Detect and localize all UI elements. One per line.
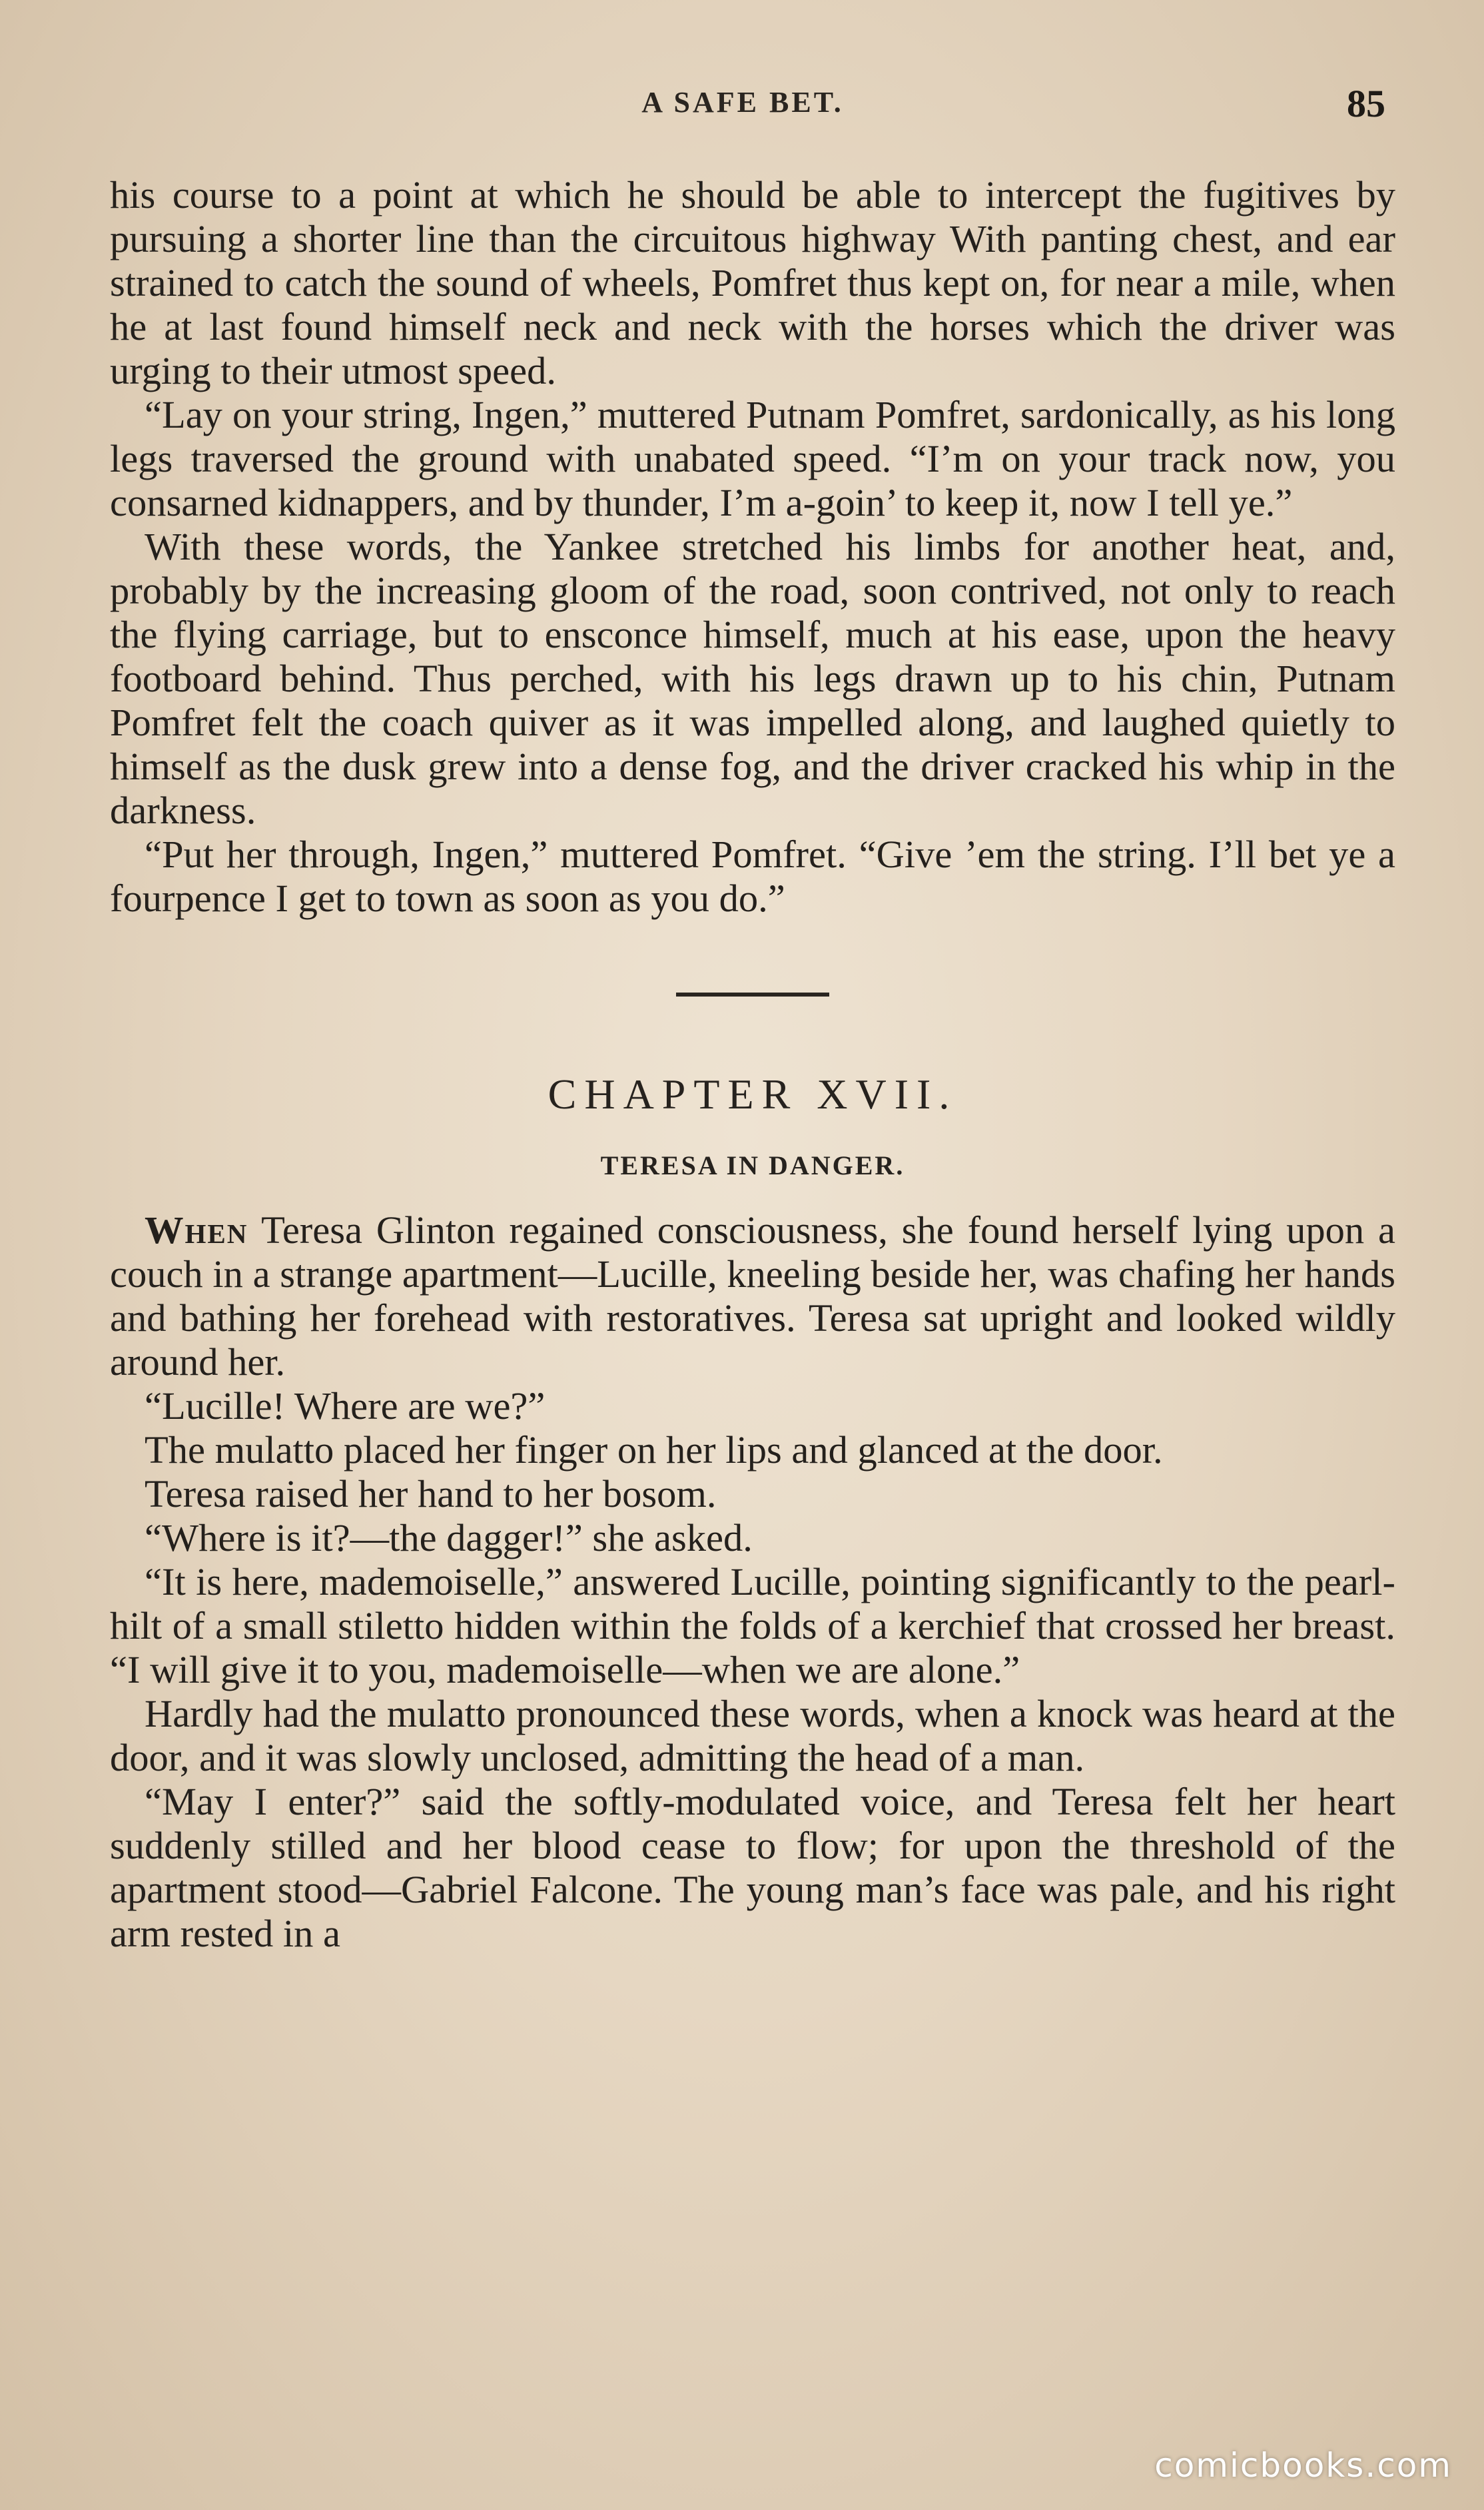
opening-paragraph — [110, 1208, 1395, 1384]
paragraph: With these words, the Yankee stretched his limbs for another heat, and, probably by the increasing gloom of the road, soon contrived, not only to reach the flying carriage, but to ensconce himself, much at his ease, upon the heavy footboard behind. Thus perched, with his legs drawn up to his chin, Putnam Pomfret felt the coach quiver as it was impelled along, and laughed quietly to himself as the dusk grew into a dense fog, and the driver cracked his whip in the darkness. — [110, 525, 1395, 832]
paragraph: “Lucille! Where are we?” — [145, 1384, 546, 1428]
page-header — [100, 82, 1385, 139]
paragraph: his course to a point at which he should be able to intercept the fugitives by pursuing a shorter line than the circuitous highway With panting chest, and ear strained to catch the sound of wheels, Pomfret thus kept on, for near a mile, when he at last found himself neck and neck with the horses which the driver was urging to their utmost speed. — [110, 173, 1395, 392]
opening-paragraph-text: Teresa Glinton regained consciousness, she found herself lying upon a couch in a strange apartment—Lucille, kneeling beside her, was chafing her hands and bathing her forehead with restoratives. Teresa sat upright and looked wildly around her. — [110, 1208, 1395, 1384]
watermark: comicbooks.com — [1154, 2446, 1452, 2485]
paragraph: Hardly had the mulatto pronounced these words, when a knock was heard at the door, and it was slowly unclosed, admitting the head of a man. — [110, 1692, 1395, 1779]
paragraph: Teresa raised her hand to her bosom. — [145, 1472, 717, 1515]
paragraph: “Put her through, Ingen,” muttered Pomfret. “Give ’em the string. I’ll bet ye a fourpence I get to town as soon as you do.” — [110, 833, 1395, 920]
opening-word: When — [145, 1208, 248, 1252]
body-text — [110, 173, 1395, 1956]
paragraph: “Lay on your string, Ingen,” muttered Putnam Pomfret, sardonically, as his long legs traversed the ground with unabated speed. “I’m on your track now, you consarned kidnappers, and by thunder, I’m a-goin’ to keep it, now I tell ye.” — [110, 393, 1395, 524]
page-number: 85 — [1347, 82, 1385, 125]
paragraph: “It is here, mademoiselle,” answered Lucille, pointing significantly to the pearl-hilt of a small stiletto hidden within the folds of a kerchief that crossed her breast. “I will give it to you, mademoiselle—when we are alone.” — [110, 1560, 1395, 1691]
running-title: A SAFE BET. — [641, 86, 844, 119]
paragraph: The mulatto placed her finger on her lips and glanced at the door. — [145, 1428, 1163, 1471]
paragraph: “Where is it?—the dagger!” she asked. — [145, 1516, 753, 1559]
paragraph: “May I enter?” said the softly-modulated voice, and Teresa felt her heart suddenly stilled and her blood cease to flow; for upon the threshold of the apartment stood—Gabriel Falcone. The young man’s face was pale, and his right arm rested in a — [110, 1780, 1395, 1955]
chapter-subtitle: TERESA IN DANGER. — [600, 1150, 905, 1180]
chapter-heading: CHAPTER XVII. — [548, 1070, 958, 1118]
section-divider — [676, 993, 829, 997]
